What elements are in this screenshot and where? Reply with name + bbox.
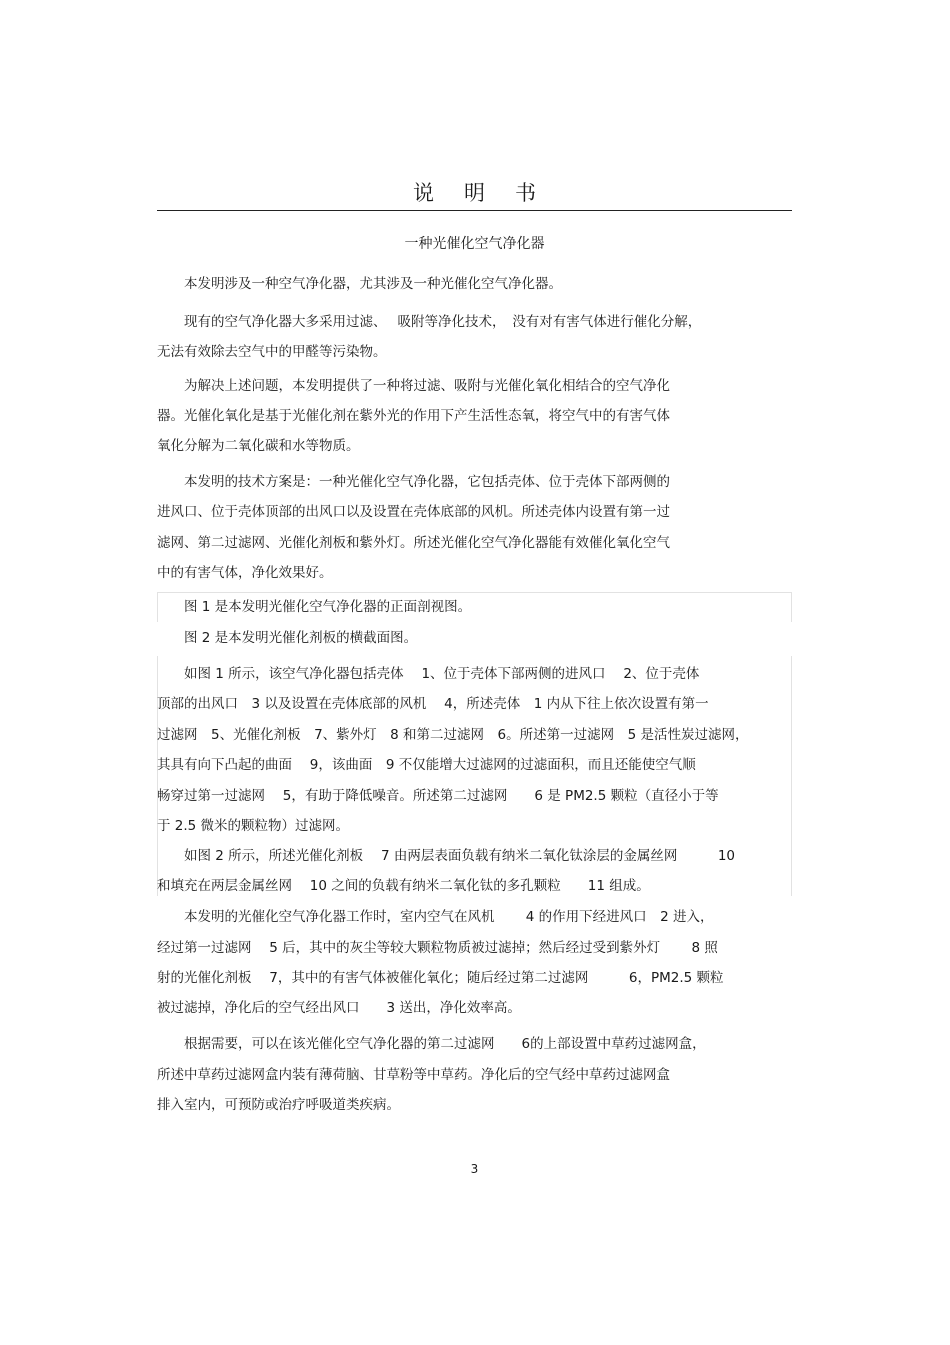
- text-line: 畅穿过第一过滤网 5，有助于降低噪音。所述第二过滤网 6 是 PM2.5 颗粒（直径小于等: [157, 788, 719, 804]
- heading-rule: [157, 210, 792, 211]
- text-line: 如图 1 所示，该空气净化器包括壳体 1、位于壳体下部两侧的进风口 2、位于壳体: [157, 666, 700, 682]
- text-line: 顶部的出风口 3 以及设置在壳体底部的风机 4，所述壳体 1 内从下往上依次设置有第一: [157, 696, 709, 712]
- text-line: 被过滤掉，净化后的空气经出风口 3 送出，净化效率高。: [157, 1000, 521, 1016]
- text-line: 射的光催化剂板 7，其中的有害气体被催化氧化；随后经过第二过滤网 6，PM2.5 颗粒: [157, 970, 724, 986]
- text-line: 根据需要，可以在该光催化空气净化器的第二过滤网 6的上部设置中草药过滤网盒，: [157, 1036, 706, 1052]
- document-heading: 说明书: [413, 181, 566, 205]
- text-line: 过滤网 5、光催化剂板 7、紫外灯 8 和第二过滤网 6。所述第一过滤网 5 是活性炭过滤网，: [157, 727, 749, 743]
- text-line: 经过第一过滤网 5 后，其中的灰尘等较大颗粒物质被过滤掉；然后经过受到紫外灯 8 照: [157, 940, 718, 956]
- scan-border: [791, 656, 792, 896]
- page-number: 3: [470, 1162, 479, 1176]
- text-line: 本发明涉及一种空气净化器，尤其涉及一种光催化空气净化器。: [157, 276, 562, 292]
- text-line: 无法有效除去空气中的甲醛等污染物。: [157, 344, 387, 360]
- text-line: 中的有害气体，净化效果好。: [157, 565, 333, 581]
- text-line: 本发明的光催化空气净化器工作时，室内空气在风机 4 的作用下经进风口 2 进入，: [157, 909, 714, 925]
- text-line: 为解决上述问题，本发明提供了一种将过滤、吸附与光催化氧化相结合的空气净化: [157, 378, 670, 394]
- text-line: 于 2.5 微米的颗粒物）过滤网。: [157, 818, 350, 834]
- text-line: 图 1 是本发明光催化空气净化器的正面剖视图。: [157, 599, 472, 615]
- scan-border: [157, 592, 792, 593]
- text-line: 图 2 是本发明光催化剂板的横截面图。: [157, 630, 418, 646]
- text-line: 进风口、位于壳体顶部的出风口以及设置在壳体底部的风机。所述壳体内设置有第一过: [157, 504, 670, 520]
- text-line: 现有的空气净化器大多采用过滤、 吸附等净化技术， 没有对有害气体进行催化分解，: [157, 314, 702, 330]
- text-line: 本发明的技术方案是：一种光催化空气净化器，它包括壳体、位于壳体下部两侧的: [157, 474, 670, 490]
- text-line: 器。光催化氧化是基于光催化剂在紫外光的作用下产生活性态氧，将空气中的有害气体: [157, 408, 670, 424]
- text-line: 如图 2 所示，所述光催化剂板 7 由两层表面负载有纳米二氧化钛涂层的金属丝网 10: [157, 848, 736, 864]
- text-line: 和填充在两层金属丝网 10 之间的负载有纳米二氧化钛的多孔颗粒 11 组成。: [157, 878, 650, 894]
- text-line: 其具有向下凸起的曲面 9，该曲面 9 不仅能增大过滤网的过滤面积，而且还能使空气顺: [157, 757, 696, 773]
- scan-border: [791, 592, 792, 622]
- invention-title: 一种光催化空气净化器: [404, 236, 545, 252]
- text-line: 所述中草药过滤网盒内装有薄荷脑、甘草粉等中草药。净化后的空气经中草药过滤网盒: [157, 1067, 670, 1083]
- text-line: 排入室内，可预防或治疗呼吸道类疾病。: [157, 1097, 400, 1113]
- text-line: 氧化分解为二氧化碳和水等物质。: [157, 438, 360, 454]
- text-line: 滤网、第二过滤网、光催化剂板和紫外灯。所述光催化空气净化器能有效催化氧化空气: [157, 535, 670, 551]
